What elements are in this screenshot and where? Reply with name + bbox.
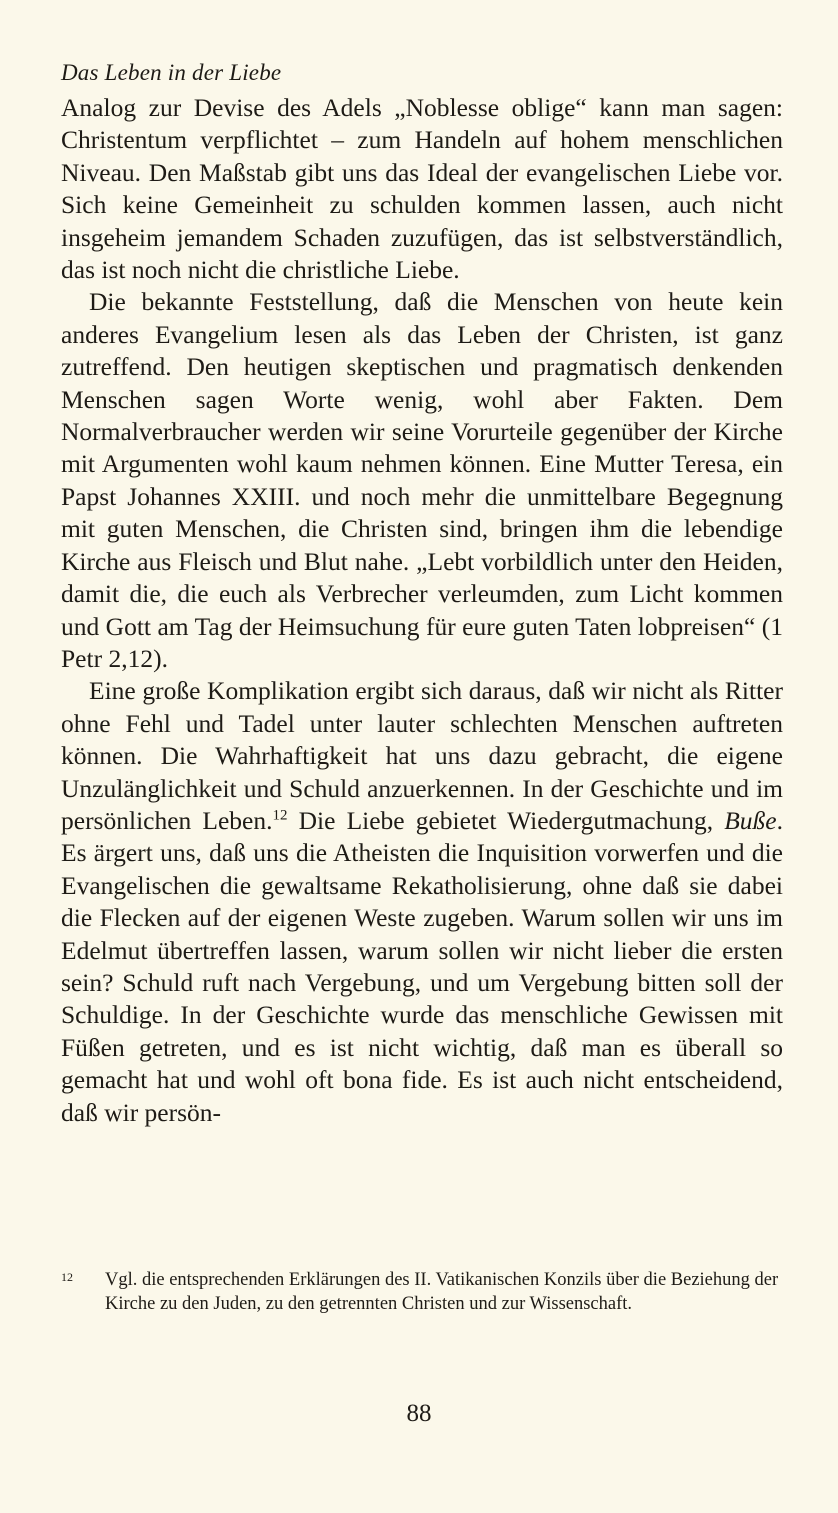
paragraph-3-part-1: Eine große Komplikation ergibt sich daraus, daß wir nicht als Ritter ohne Fehl und Tadel unter lauter schlechten Menschen auftreten können. Die Wahrhaftigkeit hat uns dazu gebracht, die eigene Unzulänglichkeit und Schuld anzuerkennen. In der Geschichte und im persönlichen Leben.: [61, 676, 783, 835]
emphasis-busse: Buße: [724, 805, 777, 835]
footnote-reference: 12: [272, 807, 288, 824]
running-head: Das Leben in der Liebe: [61, 60, 282, 85]
footnote-marker: 12: [61, 1270, 73, 1284]
paragraph-3-part-2: Die Liebe gebietet Wiedergutmachung,: [287, 805, 725, 835]
paragraph-2: Die bekannte Feststellung, daß die Menschen von heute kein anderes Evangelium lesen als das Leben der Christen, ist ganz zutreffend. Den heutigen skeptischen und pragmatisch denkenden Menschen sagen Worte wenig, wohl aber Fakten. Dem Normalverbraucher werden wir seine Vorurteile gegenüber der Kirche mit Argumenten wohl kaum nehmen können. Eine Mutter Teresa, ein Papst Johannes XXIII. und noch mehr die unmittelbare Begegnung mit guten Menschen, die Christen sind, bringen ihm die lebendige Kirche aus Fleisch und Blut nahe. „Lebt vorbildlich unter den Heiden, damit die, die euch als Verbrecher verleumden, zum Licht kommen und Gott am Tag der Heimsuchung für eure guten Taten lobpreisen“ (1 Petr 2,12).: [61, 287, 783, 673]
paragraph-3-part-3: . Es ärgert uns, daß uns die Atheisten die Inquisition vorwerfen und die Evangelischen die gewaltsame Rekatholisierung, ohne daß sie dabei die Flecken auf der eigenen Weste zugeben. Warum sollen wir uns im Edelmut übertreffen lassen, warum sollen wir nicht lieber die ersten sein? Schuld ruft nach Vergebung, und um Vergebung bitten soll der Schuldige. In der Geschichte wurde das menschliche Gewissen mit Füßen getreten, und es ist nicht wichtig, daß man es überall so gemacht hat und wohl oft bona fide. Es ist auch nicht entscheidend, daß wir persön-: [61, 805, 783, 1127]
footnotes: [61, 1268, 783, 1316]
body-text: [61, 92, 783, 1129]
paragraph-3: [61, 675, 783, 1129]
footnote-text: Vgl. die entsprechenden Erklärungen des II. Vatikanischen Konzils über die Beziehung der Kirche zu den Juden, zu den getrennten Christen und zur Wissenschaft.: [105, 1270, 779, 1314]
footnote-12: [61, 1268, 783, 1316]
page-number: 88: [406, 1400, 432, 1427]
paragraph-1: Analog zur Devise des Adels „Noblesse oblige“ kann man sagen: Christentum verpflichtet – zum Handeln auf hohem menschlichen Niveau. Den Maßstab gibt uns das Ideal der evangelischen Liebe vor. Sich keine Gemeinheit zu schulden kommen lassen, auch nicht insgeheim jemandem Schaden zuzufügen, das ist selbstverständlich, das ist noch nicht die christliche Liebe.: [61, 93, 783, 285]
page-content: [61, 58, 783, 1129]
